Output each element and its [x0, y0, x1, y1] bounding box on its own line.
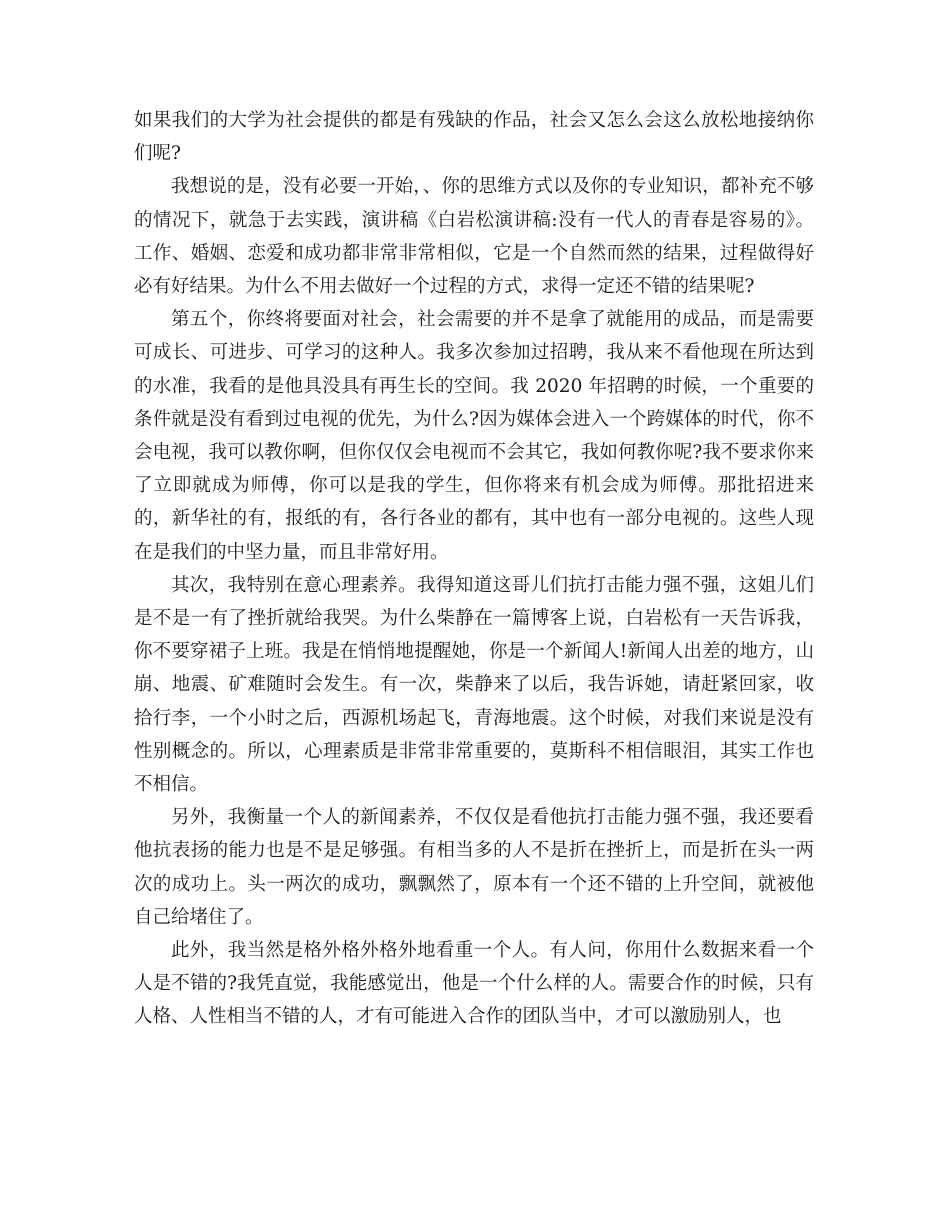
paragraph-4: 其次，我特别在意心理素养。我得知道这哥儿们抗打击能力强不强，这姐儿们是不是一有了挫折就给我哭。为什么柴静在一篇博客上说，白岩松有一天告诉我，你不要穿裙子上班。我是在悄悄地提醒她，你是一个新闻人!新闻人出差的地方，山崩、地震、矿难随时会发生。有一次，柴静来了以后，我告诉她，请赶紧回家，收拾行李，一个小时之后，西源机场起飞，青海地震。这个时候，对我们来说是没有性别概念的。所以，心理素质是非常非常重要的，莫斯科不相信眼泪，其实工作也不相信。 [134, 574, 814, 796]
paragraph-6: 此外，我当然是格外格外格外地看重一个人。有人问，你用什么数据来看一个人是不错的?我凭直觉，我能感觉出，他是一个什么样的人。需要合作的时候，只有人格、人性相当不错的人，才有可能进入合作的团队当中，才可以激励别人，也 [134, 940, 814, 1028]
paragraph-3: 第五个，你终将要面对社会，社会需要的并不是拿了就能用的成品，而是需要可成长、可进步、可学习的这种人。我多次参加过招聘，我从来不看他现在所达到的水准，我看的是他具没具有再生长的空间。我 2020 年招聘的时候，一个重要的条件就是没有看到过电视的优先，为什么?因为媒体会进入一个跨媒体的时代，你不会电视，我可以教你啊，但你仅仅会电视而不会其它，我如何教你呢?我不要求你来了立即就成为师傅，你可以是我的学生，但你将来有机会成为师傅。那批招进来的，新华社的有，报纸的有，各行各业的都有，其中也有一部分电视的。这些人现在是我们的中坚力量，而且非常好用。 [134, 309, 814, 563]
paragraph-2: 我想说的是，没有必要一开始，、你的思维方式以及你的专业知识，都补充不够的情况下，就急于去实践，演讲稿《白岩松演讲稿:没有一代人的青春是容易的》。工作、婚姻、恋爱和成功都非常非常相似，它是一个自然而然的结果，过程做得好必有好结果。为什么不用去做好一个过程的方式，求得一定还不错的结果呢? [134, 176, 814, 298]
paragraph-1: 如果我们的大学为社会提供的都是有残缺的作品，社会又怎么会这么放松地接纳你们呢? [134, 110, 814, 165]
paragraph-5: 另外，我衡量一个人的新闻素养，不仅仅是看他抗打击能力强不强，我还要看他抗表扬的能力也是不是足够强。有相当多的人不是折在挫折上，而是折在头一两次的成功上。头一两次的成功，飘飘然了，原本有一个还不错的上升空间，就被他自己给堵住了。 [134, 807, 814, 928]
document-body [134, 104, 814, 1034]
